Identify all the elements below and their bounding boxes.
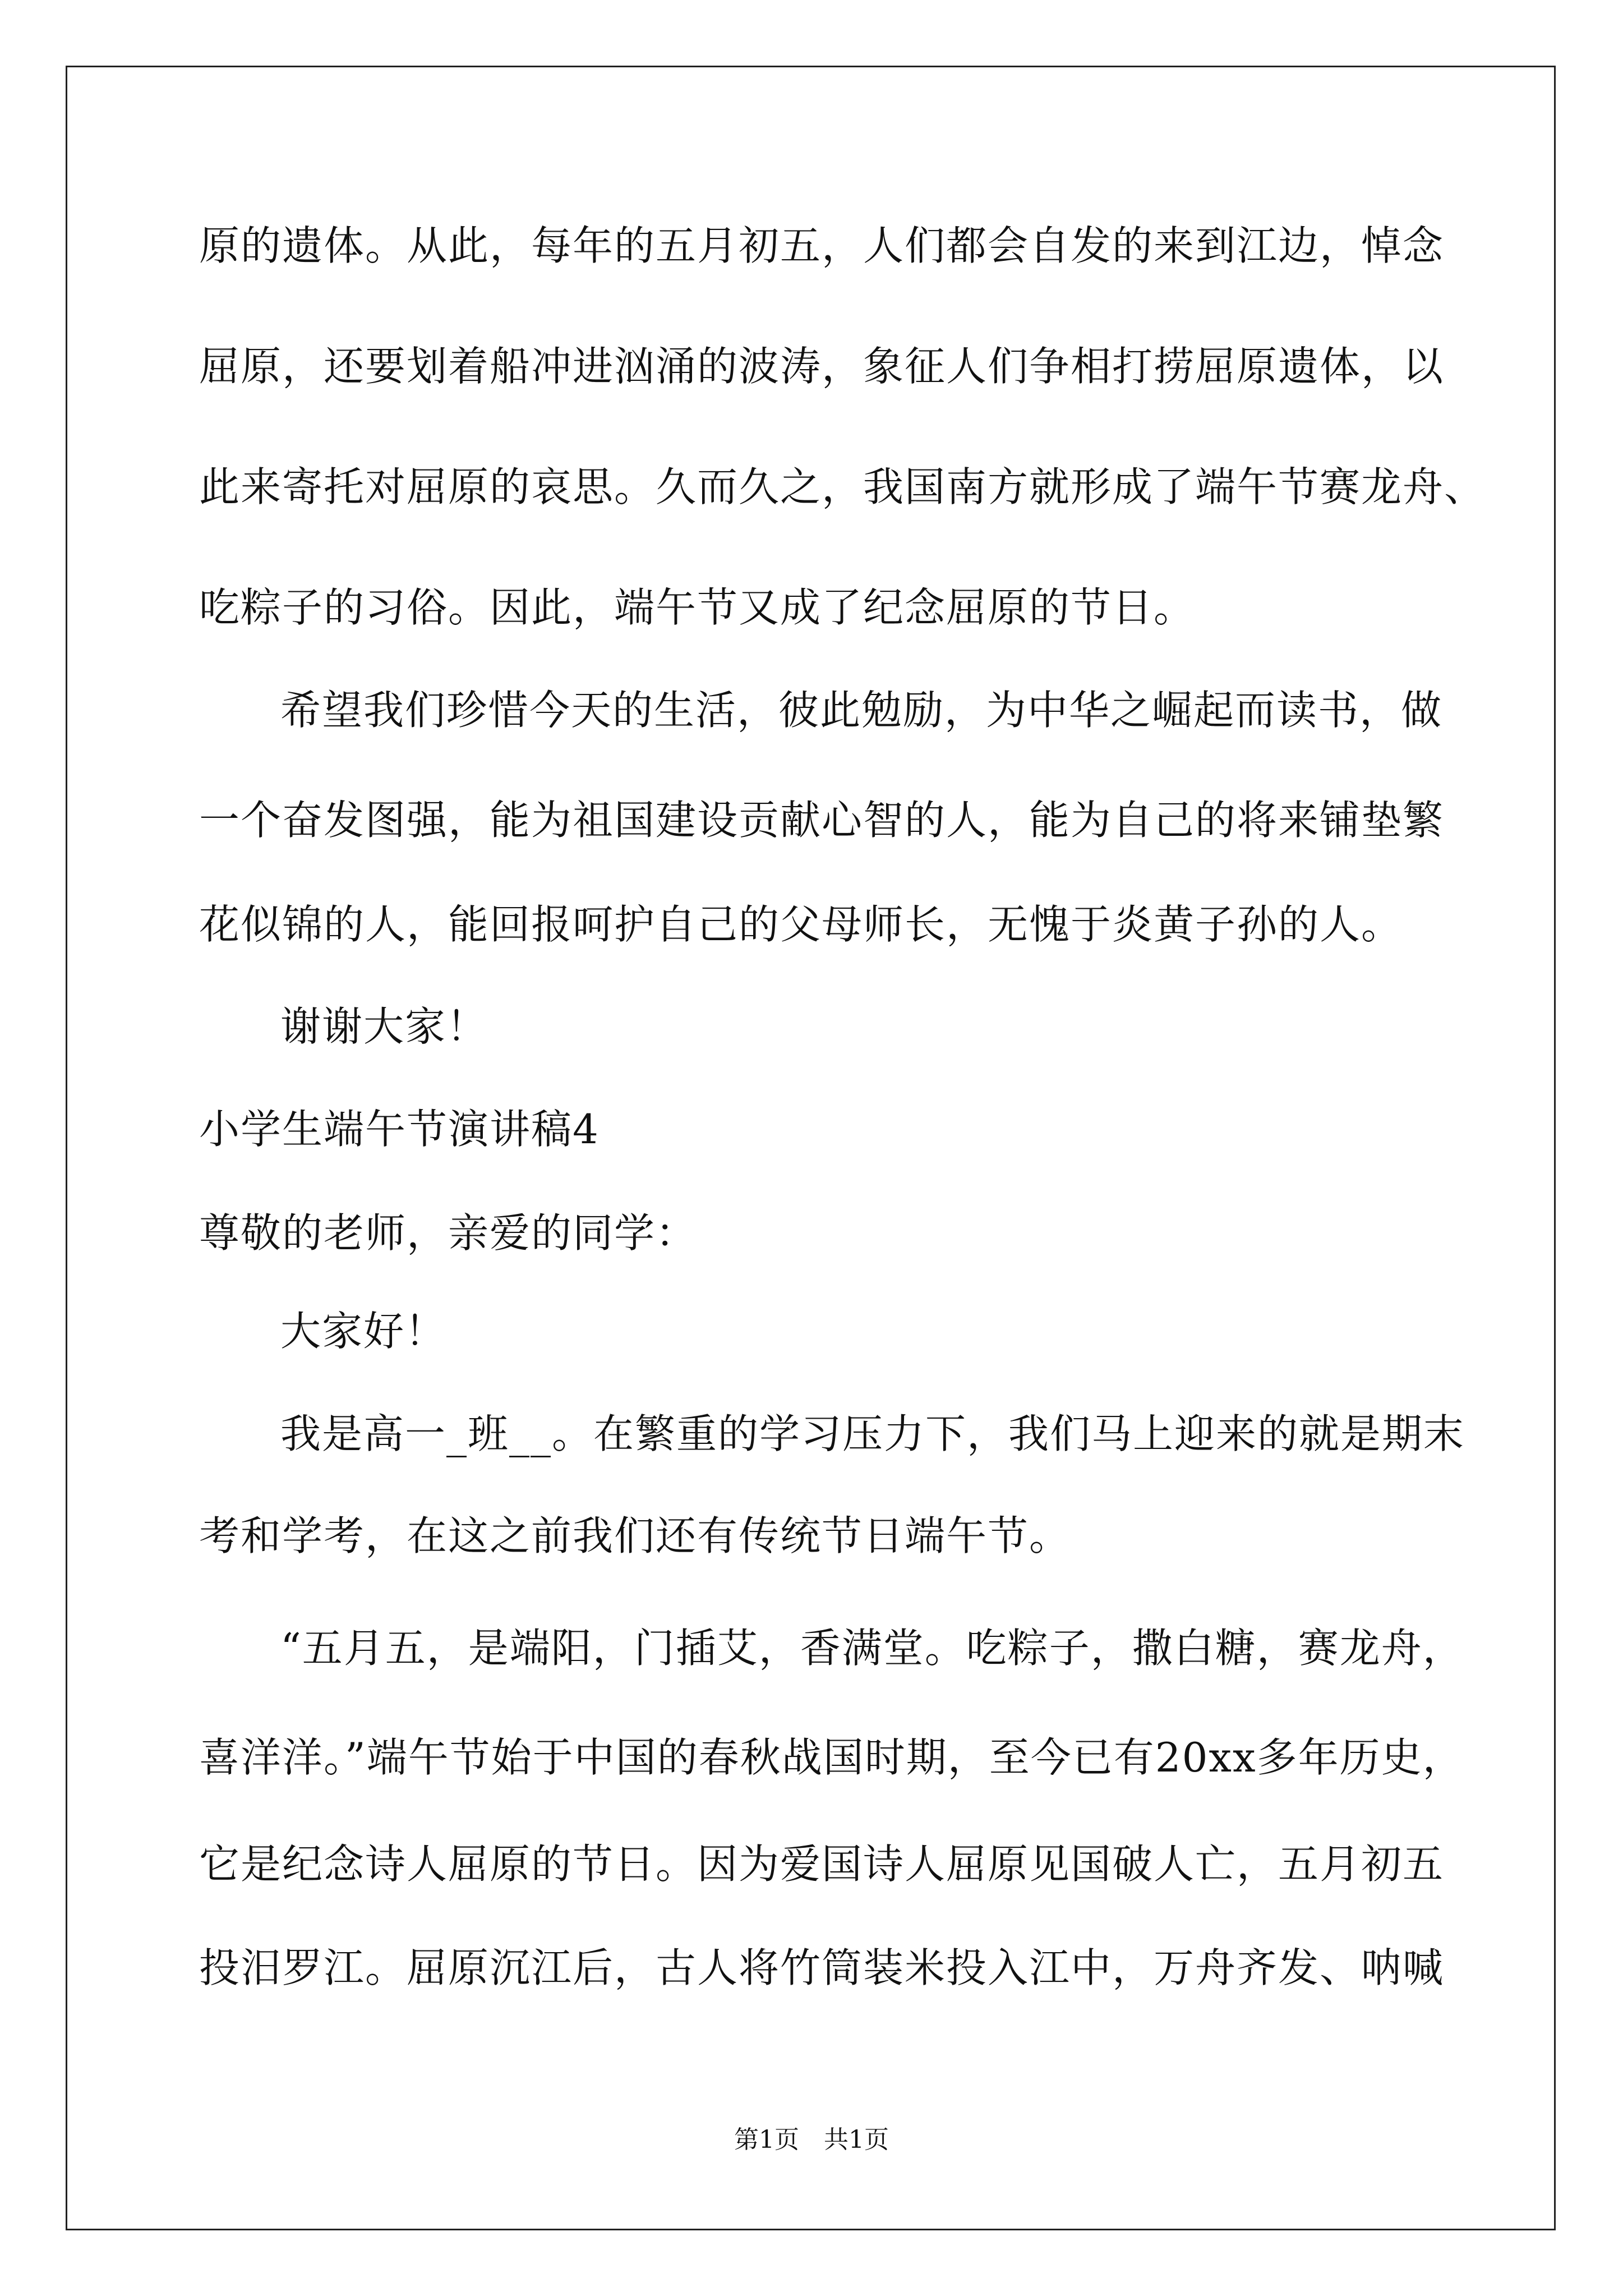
salutation: 尊敬的老师，亲爱的同学： [199, 1209, 698, 1257]
paragraph-start: 希望我们珍惜今天的生活，彼此勉励，为中华之崛起而读书，做 [280, 687, 1443, 734]
text-line: 喜洋洋。”端午节始于中国的春秋战国时期，至今已有20xx多年历史， [199, 1734, 1464, 1781]
page-footer: 第1页 共1页 [734, 2125, 889, 2154]
text-line: 一个奋发图强，能为祖国建设贡献心智的人，能为自己的将来铺垫繁 [199, 797, 1445, 844]
paragraph-start: 我是高一_班__。在繁重的学习压力下，我们马上迎来的就是期末 [280, 1410, 1465, 1457]
text-line: 投汨罗江。屈原沉江后，古人将竹筒装米投入江中，万舟齐发、呐喊 [199, 1944, 1445, 1991]
text-line: 它是纪念诗人屈原的节日。因为爱国诗人屈原见国破人亡，五月初五 [199, 1841, 1445, 1888]
closing-thanks: 谢谢大家！ [280, 1003, 488, 1050]
text-line: 考和学考，在这之前我们还有传统节日端午节。 [199, 1512, 1071, 1559]
text-line: 屈原，还要划着船冲进汹涌的波涛，象征人们争相打捞屈原遗体，以 [199, 343, 1445, 390]
text-line: 此来寄托对屈原的哀思。久而久之，我国南方就形成了端午节赛龙舟、 [199, 463, 1486, 510]
greeting: 大家好！ [280, 1308, 447, 1355]
text-line: 吃粽子的习俗。因此，端午节又成了纪念屈原的节日。 [199, 584, 1196, 631]
paragraph-start: “五月五，是端阳，门插艾，香满堂。吃粽子，撒白糖，赛龙舟， [280, 1625, 1464, 1672]
text-line: 原的遗体。从此，每年的五月初五，人们都会自发的来到江边，悼念 [199, 222, 1445, 269]
section-title: 小学生端午节演讲稿4 [199, 1106, 600, 1153]
text-line: 花似锦的人，能回报呵护自己的父母师长，无愧于炎黄子孙的人。 [199, 901, 1403, 948]
